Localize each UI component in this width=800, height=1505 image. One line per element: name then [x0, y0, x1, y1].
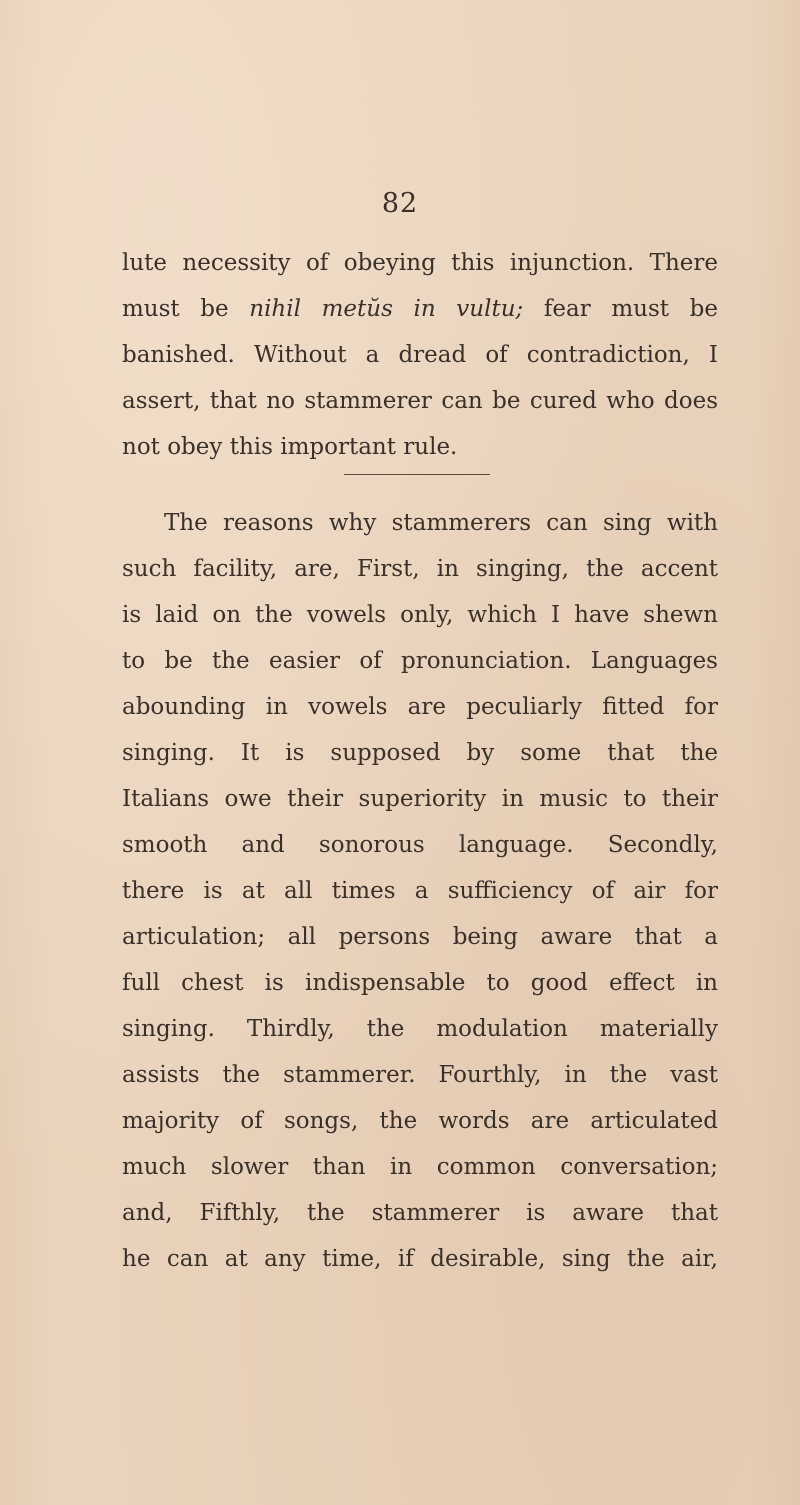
text-line: not obey this important rule.	[122, 434, 458, 460]
text-line: full chest is indispensable to good effect in	[122, 970, 718, 996]
text-line: assert, that no stammerer can be cured who does	[122, 388, 718, 414]
text-line: singing. It is supposed by some that the	[122, 740, 718, 766]
text-line: such facility, are, First, in singing, the accent	[122, 556, 718, 582]
page-number: 82	[381, 188, 419, 219]
text-line: singing. Thirdly, the modulation materially	[122, 1016, 718, 1042]
text-line: majority of songs, the words are articulated	[122, 1108, 718, 1134]
text-line: articulation; all persons being aware that a	[122, 924, 718, 950]
section-divider	[344, 474, 490, 475]
text-line: is laid on the vowels only, which I have shewn	[122, 602, 718, 628]
text-line: assists the stammerer. Fourthly, in the vast	[122, 1062, 718, 1088]
text-line: much slower than in common conversation;	[122, 1154, 718, 1180]
text-segment: must be	[122, 296, 250, 322]
paragraph-2	[122, 500, 718, 1282]
text-line: banished. Without a dread of contradiction, I	[122, 342, 718, 368]
text-line: abounding in vowels are peculiarly fitted for	[122, 694, 718, 720]
paragraph-1	[122, 240, 718, 470]
text-line: lute necessity of obeying this injunction. There	[122, 250, 718, 276]
text-line	[122, 286, 718, 332]
text-line: to be the easier of pronunciation. Languages	[122, 648, 718, 674]
text-line: and, Fifthly, the stammerer is aware that	[122, 1200, 718, 1226]
text-line: The reasons why stammerers can sing with	[164, 510, 718, 536]
text-line: he can at any time, if desirable, sing the air,	[122, 1246, 718, 1272]
latin-phrase: nihil metŭs in vultu;	[249, 296, 524, 322]
text-line: Italians owe their superiority in music to their	[122, 786, 718, 812]
text-line: there is at all times a sufficiency of air for	[122, 878, 718, 904]
text-segment: fear must be	[523, 296, 718, 322]
text-line: smooth and sonorous language. Secondly,	[122, 832, 718, 858]
